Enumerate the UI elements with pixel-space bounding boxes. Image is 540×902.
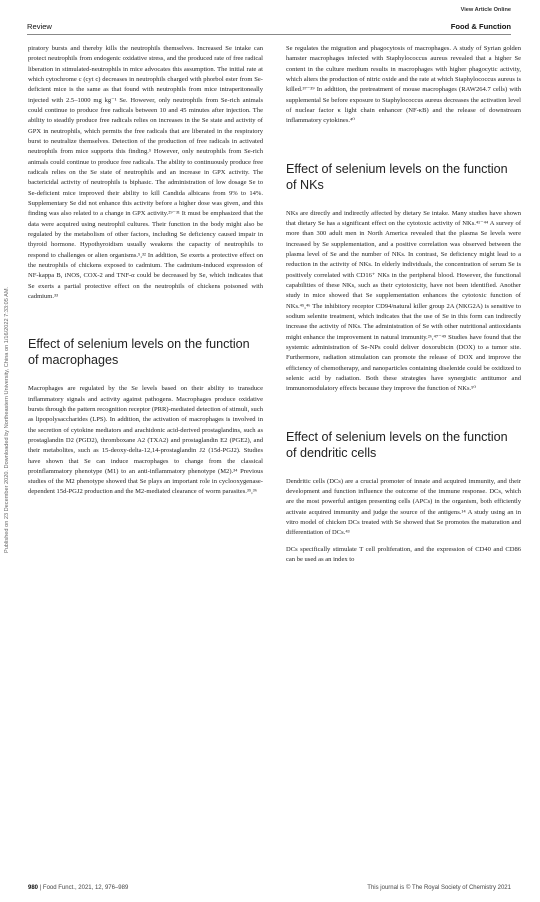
paragraph-macrophages: Macrophages are regulated by the Se levels based on their ability to transduce inflammatory signals and activity against pathogens. Macrophages produce oxidative bursts through the pattern recognition receptor (PRR)-mediated detection of stimuli, such as lipopolysaccharides (LPS). In addition, the activation of macrophages is involved in the secretion of cytokine mediators and arachidonic acid-derived prostaglandins, such as prostaglandin D2 (PGD2), thromboxane A2 (TXA2) and prostaglandin E2 (PGE2), and their metabolites, such as 15-deoxy-delta-12,14-prostaglandin J2 (15d-PGJ2). Studies have shown that Se can induce macrophages to change from the classical proinflammatory phenotype (M1) to an anti-inflammatory phenotype (M2).³⁴ Previous studies of the M2 phenotype showed that Se plays an important role in cyclooxygenase-dependent 15d-PGJ2 production and the M2-mediated clearance of worm parasites.³⁵,³⁶ (28, 385, 263, 496)
section-gap (28, 368, 263, 384)
left-column (28, 44, 263, 504)
footer-copyright: This journal is © The Royal Society of Chemistry 2021 (367, 885, 511, 891)
heading-dendritic-cells: Effect of selenium levels on the function of dendritic cells (286, 429, 508, 460)
heading-nks: Effect of selenium levels on the function of NKs (286, 161, 508, 192)
paragraph-dendritic-cells: Dendritic cells (DCs) are a crucial promoter of innate and acquired immunity, and their development and function influence the outcome of the immune response. DCs, which are the most powerful antigen presenting cells (APCs) in the organism, both efficiently activate acquired immunity and judge the source of the antigens.¹⁴ A study using an in vitro model of chicken DCs treated with Se showed that Se promotes the maturation and differentiation of DCs.⁴³ (286, 477, 521, 537)
sidebar-note-text: Published on 23 December 2020. Downloaded by Northeastern University, China on 1/16/2022 7:33:05 AM. (3, 286, 10, 554)
page-number: 980 (28, 885, 39, 891)
section-gap (286, 401, 521, 429)
view-article-online-link[interactable]: View Article Online (460, 7, 511, 13)
footer-page-citation: 980 | Food Funct., 2021, 12, 976–989 (28, 885, 129, 891)
section-gap (286, 461, 521, 477)
header-section-label: Review (27, 22, 52, 31)
header-journal-name: Food & Function (450, 22, 511, 31)
paragraph-neutrophils: piratory bursts and thereby kills the neutrophils themselves. Increased Se intake can protect neutrophils from endogenic oxidative stress, and the produced rate of free radical liberation in stimulated-neutrophils in mice advocates this assumption. The initial rate at which cytochrome c (cyt c) decreases in neutrophils charged with phorbol ester from Se-deficient mice is the same as that found with neutrophils from mice intraperitoneally injected with 2.5–1000 mg kg⁻¹ Se. However, only neutrophils from Se-rich animals could continue to produce free radicals between 10 and 45 minutes after injection. The ability to steadily produce free radicals relies on increases in the Se state and activity of GPX in neutrophils, which permits the free radicals that are liberated in the respiratory burst to neutralize themselves. Detection of the production of free radicals in activated neutrophils from mice supports this finding.⁵ However, only neutrophils from Se-rich animals could continue to produce free radicals. The ability to continuously produce free radicals relies on the Se state of neutrophils and an increase in GPX activity. The bactericidal activity of neutrophils is biphasic. The administration of low dosage Se to Se-deficient mice improved their ability to kill Candida albicans from 9% to 14%. Supplementary Se did not enhance this activity before a higher dose was given, and this finding was also related to a change in GPX activity.²⁹⁻³¹ It must be emphasized that the data were acquired using neutrophil cultures. Their function in the body might also be regulated by the metabolism of other factors, including Se deficiency caused impair in thyroid hormone. Hypothyroidism usually weakens the capacity of neutrophils to respond to challenges or alien organisms.⁵,³² In addition, Se exerts a protective effect on the neutrophils of chickens exposed to cadmium. The cadmium-induced expression of NF-kappa B, iNOS, COX-2 and TNF-α could be decreased by Se, which indicates that Se exerts a partial protective effect on the neutrophils of chickens poisoned with cadmium.³³ (28, 45, 263, 300)
paragraph-nks: NKs are directly and indirectly affected by dietary Se intake. Many studies have shown that dietary Se has a significant effect on the cytotoxic activity of NKs.⁴¹⁻⁴⁴ A survey of more than 300 adult men in North America revealed that the plasma Se levels were increased by Se supplementation, and a positive correlation was observed between the plasma level of Se and the number of NKs. In contrast, Se deficiency might lead to a reduction in the activity of NKs. In elderly individuals, the concentration of serum Se is positively correlated with CD16⁺ NKs in the peripheral blood. However, the functional capabilities of these NKs, such as their cytotoxicity, have not been identified. Another study in mice showed that Se supplementation enhances the cytotoxic function of NKs.⁴⁵,⁴⁶ The inhibitory receptor CD94/natural killer group 2A (NKG2A) is sensitive to sodium selenite treatment, which indicates that the use of Se in this form can indirectly increase the activity of NKs. The administration of Se with other nutritional antioxidants might enhance the improvement in natural immunity.²⁶,⁴⁷⁻⁴⁹ Studies have found that the systemic administration of Se-NPs could deliver doxorubicin (DOX) to a tumor site. Furthermore, radiation stimulation can promote the release of DOX and improve the efficiency of chemotherapy, and nanoparticles containing diselenide could be oxidized to selenic acid by radiation. Both these strategies have synergistic antitumor and immunomodulatory effects because they improve the function of NKs.⁵⁰ (286, 209, 521, 393)
paragraph-dc-stimulation: DCs specifically stimulate T cell proliferation, and the expression of CD40 and CD86 can be used as an index to (286, 545, 521, 563)
header-rule (27, 34, 511, 35)
heading-macrophages: Effect of selenium levels on the function of macrophages (28, 337, 250, 368)
section-gap (286, 133, 521, 161)
section-gap (286, 193, 521, 209)
journal-citation: Food Funct., 2021, 12, 976–989 (42, 885, 129, 891)
page-footer (28, 885, 511, 895)
sidebar-publication-note (2, 110, 11, 730)
section-gap (28, 308, 263, 336)
paragraph-macrophage-migration: Se regulates the migration and phagocytosis of macrophages. A study of Syrian golden hamster macrophages infected with Staphylococcus aureus revealed that a higher Se content in the culture medium results in macrophages with higher phagocytic activity, which alters the production of nitric oxide and the rate at which Staphylococcus aureus is killed.³⁷⁻³⁹ In addition, the pretreatment of mouse macrophages (RAW264.7 cells) with supplemental Se before exposure to Staphylococcus aureus decreases the activation level of nuclear factor κ light chain enhancer (NF-κB) and the release of downstream inflammatory cytokines.⁴⁰ (286, 45, 521, 125)
right-column (286, 44, 521, 571)
running-header (27, 22, 511, 32)
